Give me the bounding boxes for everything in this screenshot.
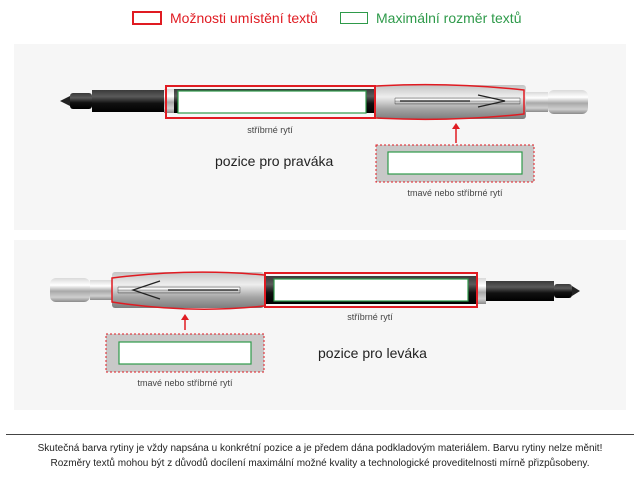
pen-cap-ring — [526, 92, 548, 112]
footer-note — [0, 441, 640, 471]
pen-nose — [554, 284, 572, 298]
pen-left-handed — [50, 272, 580, 372]
max-text-area-right — [178, 91, 366, 113]
title-left-handed: pozice pro leváka — [318, 345, 427, 361]
pen-tip — [60, 96, 70, 106]
pen-barrel-black — [486, 281, 554, 301]
footer-divider — [6, 434, 634, 435]
alt-engraving-label-left: tmavé nebo stříbrné rytí — [137, 378, 233, 388]
pen-push-button — [50, 278, 90, 302]
pen-barrel-black — [92, 90, 164, 112]
max-text-area-left — [274, 279, 468, 301]
engraving-label-right: stříbrné rytí — [247, 125, 293, 135]
footer-line-2: Rozměry textů mohou být z důvodů docílení maximální možné kvality a technologické proveditelnosti mírně přizpůsobeny. — [50, 458, 590, 469]
alt-engraving-label-right: tmavé nebo stříbrné rytí — [407, 188, 503, 198]
engraving-label-left: stříbrné rytí — [347, 312, 393, 322]
arrow-head-icon — [452, 123, 460, 129]
legend-max-size-label: Maximální rozměr textů — [376, 10, 522, 26]
alt-max-text-area-right — [388, 152, 522, 174]
pen-nose — [70, 93, 92, 109]
legend-placement-label: Možnosti umístění textů — [170, 10, 318, 26]
pen-tip — [572, 286, 580, 296]
footer-line-1: Skutečná barva rytiny je vždy napsána u konkrétní pozice a je předem dána podkladovým materiálem. Barvu rytiny nelze měnit! — [37, 443, 603, 454]
title-right-handed: pozice pro praváka — [215, 153, 334, 169]
pen-cap-ring — [90, 280, 112, 300]
arrow-head-icon — [181, 314, 189, 320]
pen-push-button — [548, 90, 588, 114]
alt-max-text-area-left — [119, 342, 251, 364]
